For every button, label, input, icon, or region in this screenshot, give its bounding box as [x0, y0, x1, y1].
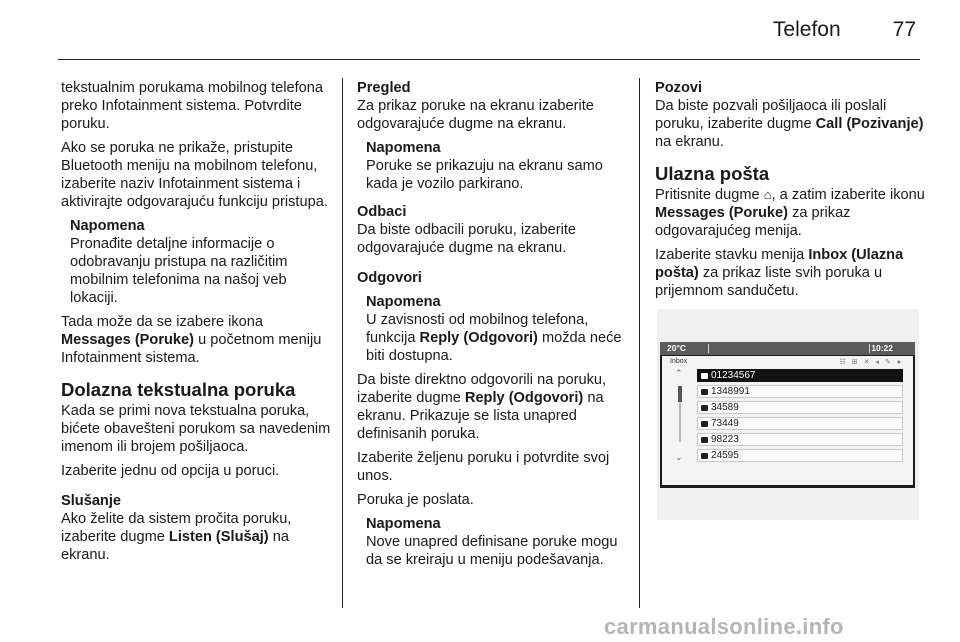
- home-icon: ⌂: [763, 187, 772, 202]
- status-icons: ☷ ⊞ ✕ ◂ ✎ ●: [839, 359, 903, 366]
- note-text: Nove unapred definisane poruke mogu da se kreiraju u meniju podešavanja.: [366, 534, 618, 568]
- column-divider: [639, 78, 640, 608]
- header-rule: [58, 59, 920, 60]
- heading-inbox: Ulazna pošta: [655, 163, 770, 184]
- text: možda neće biti dostupna.: [366, 330, 622, 364]
- ui-term: Inbox (Ulazna pošta): [655, 247, 904, 281]
- note: [357, 139, 629, 193]
- column-3: [655, 79, 927, 306]
- inbox-screen-figure: [657, 309, 919, 520]
- inbox-item-number: 98223: [711, 434, 739, 445]
- text: Da biste pozvali pošiljaoca ili poslali poruku, izaberite dugme: [655, 98, 887, 132]
- paragraph: [655, 186, 927, 240]
- inbox-item[interactable]: [697, 433, 903, 446]
- text: za prikaz liste svih poruka u prijemnom sandučetu.: [655, 265, 883, 299]
- ui-term: Reply (Odgovori): [464, 390, 584, 406]
- paragraph: Da biste odbacili poruku, izaberite odgovarajuće dugme na ekranu.: [357, 222, 577, 256]
- divider: [869, 344, 870, 353]
- note: [61, 217, 333, 307]
- paragraph: [61, 313, 333, 367]
- inbox-item[interactable]: [697, 369, 903, 382]
- text: za prikaz odgovarajućeg menija.: [655, 205, 851, 239]
- clock-readout: 10:22: [871, 343, 893, 353]
- page-header: [773, 18, 916, 48]
- column-1: [61, 79, 333, 570]
- text: Izaberite stavku menija: [655, 247, 809, 263]
- paragraph: Ako se poruka ne prikaže, pristupite Bluetooth meniju na mobilnom telefonu, izaberite naziv Infotainment sistema i aktivirajte odgovarajuću funkciju pristupa.: [61, 140, 328, 210]
- text: Tada može da se izabere ikona: [61, 314, 264, 330]
- paragraph: Kada se primi nova tekstualna poruka, bićete obavešteni porukom sa navedenim imenom ili brojem pošiljaoca.: [61, 403, 331, 455]
- envelope-icon: [701, 405, 708, 411]
- paragraph: [655, 246, 927, 300]
- text: u početnom meniju Infotainment sistema.: [61, 332, 322, 366]
- inbox-list: [697, 369, 903, 465]
- inbox-item-number: 73449: [711, 418, 739, 429]
- paragraph: [357, 371, 629, 443]
- inbox-item-number: 24595: [711, 450, 739, 461]
- section-title: Telefon: [772, 18, 841, 41]
- note: [357, 293, 629, 365]
- envelope-icon: [701, 389, 708, 395]
- note-text: Pronađite detaljne informacije o odobravanju pristupa na različitim mobilnim telefonima na našoj veb lokaciji.: [70, 236, 288, 306]
- paragraph: [61, 510, 333, 564]
- paragraph: Izaberite željenu poruku i potvrdite svoj unos.: [357, 450, 610, 484]
- scrollbar-thumb[interactable]: [678, 386, 682, 402]
- column-divider: [342, 78, 343, 608]
- column-2: [357, 79, 629, 575]
- ui-term: Messages (Poruke): [655, 205, 789, 221]
- paragraph: Poruka je poslata.: [357, 492, 474, 508]
- ui-term: Messages (Poruke): [61, 332, 195, 348]
- inbox-item-number: 1348991: [711, 386, 750, 397]
- page-number: 77: [892, 18, 916, 41]
- inbox-label: Inbox: [670, 358, 688, 365]
- envelope-icon: [701, 453, 708, 459]
- heading-call: Pozovi: [655, 80, 703, 96]
- heading-view: Pregled: [357, 80, 411, 96]
- watermark: carmanualsonline.info: [604, 614, 844, 639]
- ui-term: Listen (Slušaj): [168, 529, 269, 545]
- text: Pritisnite dugme: [655, 187, 764, 203]
- text: na ekranu. Prikazuje se lista unapred definisanih poruka.: [357, 390, 604, 442]
- paragraph: Izaberite jednu od opcija u poruci.: [61, 463, 280, 479]
- inbox-item[interactable]: [697, 385, 903, 398]
- inbox-item[interactable]: [697, 401, 903, 414]
- note-text: Poruke se prikazuju na ekranu samo kada je vozilo parkirano.: [366, 158, 603, 192]
- text: Da biste direktno odgovorili na poruku, izaberite dugme: [357, 372, 607, 406]
- temperature-readout: 20°C: [667, 343, 686, 353]
- divider: [708, 344, 709, 353]
- inbox-item-number: 01234567: [711, 370, 756, 381]
- scroll-down-icon[interactable]: ⌄: [675, 452, 683, 462]
- inbox-item[interactable]: [697, 417, 903, 430]
- inbox-item-number: 34589: [711, 402, 739, 413]
- text: na ekranu.: [61, 529, 289, 563]
- note-title: Napomena: [366, 140, 441, 156]
- paragraph: [655, 97, 927, 151]
- screen-status-bar: [660, 342, 915, 355]
- text: na ekranu.: [655, 134, 724, 150]
- paragraph: tekstualnim porukama mobilnog telefona preko Infotainment sistema. Potvrdite poruku.: [61, 80, 324, 132]
- text: U zavisnosti od mobilnog telefona, funkcija: [366, 312, 589, 346]
- heading-reject: Odbaci: [357, 204, 407, 220]
- envelope-icon: [701, 437, 708, 443]
- infotainment-screen: [660, 342, 915, 488]
- heading-listen: Slušanje: [61, 493, 122, 509]
- inbox-item[interactable]: [697, 449, 903, 462]
- paragraph: Za prikaz poruke na ekranu izaberite odgovarajuće dugme na ekranu.: [357, 98, 594, 132]
- note-title: Napomena: [70, 218, 145, 234]
- note-text: [366, 311, 629, 365]
- heading-reply: Odgovori: [357, 270, 422, 286]
- inbox-panel: [662, 356, 913, 485]
- ui-term: Call (Pozivanje): [815, 116, 924, 132]
- ui-term: Reply (Odgovori): [419, 330, 538, 346]
- text: Ako želite da sistem pročita poruku, izaberite dugme: [61, 511, 292, 545]
- envelope-icon: [701, 373, 708, 379]
- heading-incoming-message: Dolazna tekstualna poruka: [61, 379, 296, 400]
- note-title: Napomena: [366, 294, 441, 310]
- scroll-up-icon[interactable]: ⌃: [675, 368, 683, 378]
- text: , a zatim izaberite ikonu: [771, 187, 925, 203]
- note: [357, 515, 629, 569]
- envelope-icon: [701, 421, 708, 427]
- note-title: Napomena: [366, 516, 441, 532]
